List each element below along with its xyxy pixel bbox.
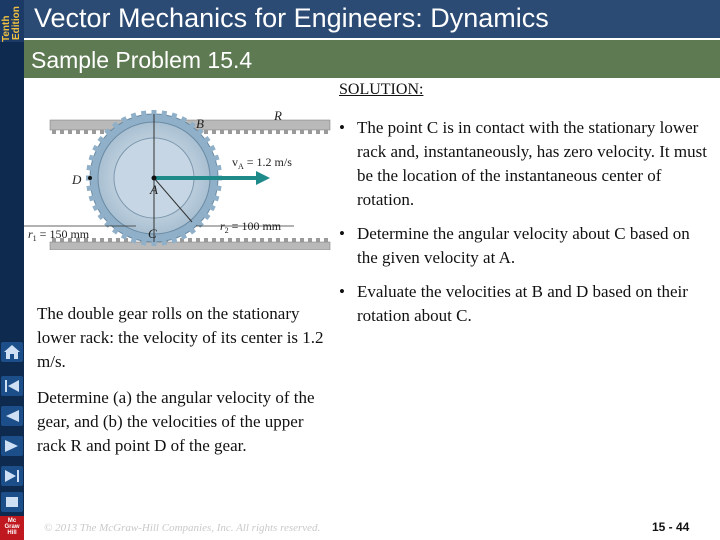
r2-label: $r_2 = 100$ mm bbox=[220, 219, 282, 235]
solution-bullet: • Evaluate the velocities at B and D based on their rotation about C. bbox=[339, 282, 688, 325]
label-a: A bbox=[150, 182, 158, 197]
page-title: Vector Mechanics for Engineers: Dynamics bbox=[34, 3, 549, 33]
previous-slide-button[interactable] bbox=[1, 406, 23, 426]
solution-heading: SOLUTION: bbox=[339, 81, 424, 98]
r1-label: $r_1 = 150$ mm bbox=[28, 227, 90, 243]
page-number: 15 - 44 bbox=[652, 520, 690, 534]
label-d: D bbox=[72, 172, 82, 187]
first-slide-button[interactable] bbox=[1, 376, 23, 396]
problem-statement-1: The double gear rolls on the stationary lower rack: the velocity of its center is 1.2 m/s. bbox=[37, 304, 324, 371]
subtitle-bar bbox=[24, 40, 720, 78]
previous-slide-icon bbox=[1, 406, 23, 426]
next-slide-icon bbox=[1, 436, 23, 456]
next-slide-button[interactable] bbox=[1, 436, 23, 456]
center-point-a bbox=[152, 176, 157, 181]
gear-figure bbox=[24, 100, 334, 250]
end-show-icon bbox=[1, 492, 23, 512]
home-button[interactable] bbox=[1, 342, 23, 362]
edition-line1: Tenth bbox=[1, 15, 12, 42]
page-subtitle: Sample Problem 15.4 bbox=[31, 47, 253, 73]
problem-statement-2: Determine (a) the angular velocity of the gear, and (b) the velocities of the upper rack R and point D of the gear. bbox=[37, 388, 315, 455]
sidebar bbox=[0, 0, 24, 540]
label-c: C bbox=[148, 226, 157, 241]
end-show-button[interactable] bbox=[1, 492, 23, 512]
edition-line2: Edition bbox=[11, 6, 22, 40]
edition-badge bbox=[0, 0, 24, 42]
mcgraw-hill-logo: Mc Graw Hill bbox=[0, 516, 24, 540]
lower-rack bbox=[50, 238, 330, 250]
solution-bullet: • The point C is in contact with the stationary lower rack and, instantaneously, has zero velocity. It must be the location of the instantaneous center of rotation. bbox=[339, 118, 707, 209]
velocity-label: $v_A = 1.2$ m/s bbox=[232, 155, 292, 171]
label-r: R bbox=[274, 108, 282, 123]
point-d bbox=[88, 176, 92, 180]
last-slide-button[interactable] bbox=[1, 466, 23, 486]
copyright-notice: © 2013 The McGraw-Hill Companies, Inc. All rights reserved. bbox=[44, 522, 321, 534]
title-bar bbox=[24, 0, 720, 38]
solution-list bbox=[337, 116, 712, 338]
last-slide-icon bbox=[1, 466, 23, 486]
first-slide-icon bbox=[1, 376, 23, 396]
home-icon bbox=[1, 342, 23, 362]
solution-bullet: • Determine the angular velocity about C based on the given velocity at A. bbox=[339, 224, 690, 267]
label-b: B bbox=[196, 116, 204, 131]
